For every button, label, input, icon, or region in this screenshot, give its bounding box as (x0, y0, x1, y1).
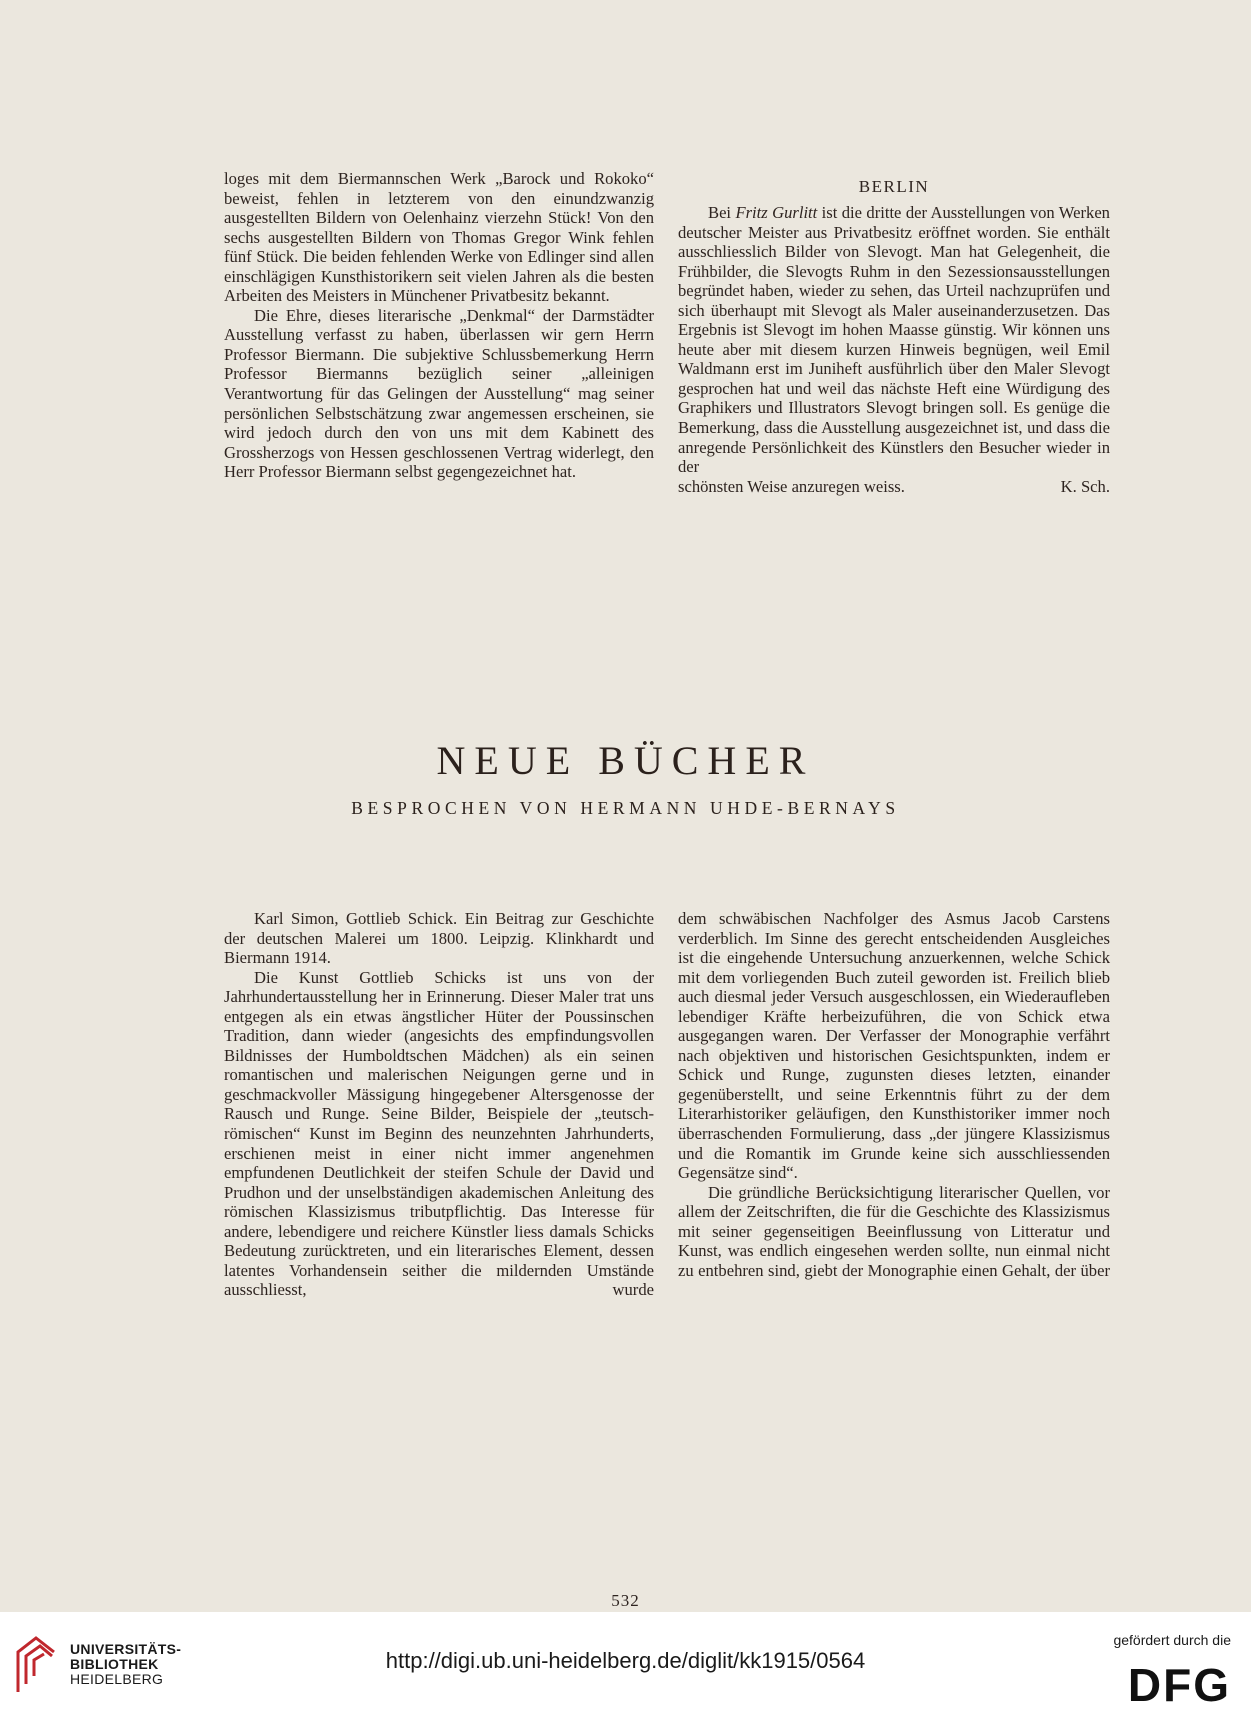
page-number: 532 (611, 1591, 640, 1610)
book-citation: Karl Simon, Gottlieb Schick. Ein Beitrag zur Geschichte der deutschen Malerei um 1800. Leipzig. Klinkhardt und Biermann 1914. (224, 909, 654, 968)
library-line: UNIVERSITÄTS- (70, 1641, 182, 1657)
closing-text: schönsten Weise anzuregen weiss. (678, 476, 905, 496)
berlin-heading: BERLIN (858, 177, 930, 196)
paragraph (678, 203, 1110, 477)
top-right-column (678, 203, 1110, 496)
library-line: HEIDELBERG (70, 1671, 164, 1687)
gallery-name: Fritz Gurlitt (735, 203, 818, 222)
berlin-text: ist die dritte der Ausstellungen von Werken deutscher Meister aus Privatbesitz eröffnet worden. Sie enthält ausschliesslich Bilder von Slevogt. Man hat Gelegenheit, die Frühbilder, die Slevogts Ruhm in den Sezessionsausstellungen begründet haben, wieder zu sehen, das Urteil nachzuprüfen und sich überhaupt mit Slevogt als Maler auseinanderzusetzen. Das Ergebnis ist Slevogt im hohen Maasse günstig. Wir können uns heute aber mit diesem kurzen Hinweis begnügen, weil Emil Waldmann erst im Juniheft ausführlich über den Maler Slevogt gesprochen hat und weil das nächste Heft eine Würdigung des Graphikers und Illustrators Slevogt bringen soll. Es genüge die Bemerkung, dass die Ausstellung ausgezeichnet ist, und dass die anregende Persönlichkeit des Künstlers den Besucher wieder in der (678, 203, 1110, 477)
source-url-link[interactable]: http://digi.ub.uni-heidelberg.de/diglit/kk1915/0564 (385, 1648, 866, 1673)
library-line: BIBLIOTHEK (70, 1656, 159, 1672)
bottom-left-column (224, 909, 654, 1300)
section-title: NEUE BÜCHER (436, 738, 815, 783)
footer-bar (0, 1612, 1251, 1712)
intro-text: Bei (708, 203, 736, 222)
paragraph: Die gründliche Berücksichtigung literarischer Quellen, vor allem der Zeitschriften, die für die Geschichte des Klassizismus mit seiner gegenseitigen Beeinflussung von Litteratur und Kunst, was endlich eingesehen werden sollte, nun einmal nicht zu entbehren sind, giebt der Monographie einen Gehalt, der über (678, 1182, 1110, 1280)
top-left-column (224, 169, 654, 482)
paragraph: dem schwäbischen Nachfolger des Asmus Jacob Carstens verderblich. Im Sinne des gerecht entscheidenden Ausgleiches ist die eingehende Untersuchung anzuerkennen, welche Schick mit dem vorliegenden Buch zuteil geworden ist. Freilich blieb auch diesmal jeder Versuch ausgeschlossen, ein Wiederaufleben lebendiger Kräfte herbeizuführen, die von Schick etwa ausgegangen waren. Der Verfasser der Monographie verfährt nach objektiven und historischen Gesichtspunkten, indem er Schick und Runge, zugunsten dieses letzten, einander gegenüberstellt, und seine Erkenntnis führt zu der dem Literarhistoriker geläufigen, den Kunsthistoriker immer noch überraschenden Formulierung, dass „der jüngere Klassizismus und die Romantik im Grunde keine sich ausschliessenden Gegensätze sind“. (678, 909, 1110, 1183)
dfg-logo: DFG (1127, 1659, 1231, 1711)
section-subtitle: BESPROCHEN VON HERMANN UHDE-BERNAYS (351, 798, 900, 818)
funding-label: gefördert durch die (1113, 1632, 1231, 1648)
paragraph: Die Kunst Gottlieb Schicks ist uns von der Jahrhundertausstellung her in Erinnerung. Dieser Maler trat uns entgegen als ein etwas ängstlicher Hüter der Poussinschen Tradition, dann wieder (angesichts des empfindungsvollen Bildnisses der Humboldtschen Mädchen) als ein seinen romantischen und malerischen Neigungen gerne und in geschmackvoller Mässigung hingegebener Altersgenosse der Rausch und Runge. Seine Bilder, Beispiele der „teutsch-römischen“ Kunst im Beginn des neunzehnten Jahrhunderts, erschienen meist in einer nicht immer angenehmen empfundenen Deutlichkeit der steifen Schule der David und Prudhon und der unselbständigen akademischen Anleitung des römischen Klassizismus tributpflichtig. Das Interesse für andere, lebendigere und reichere Künstler liess damals Schicks Bedeutung zurücktreten, und ein literarisches Element, dessen latentes Vorhandensein seither die mildernden Umstände ausschliesst, wurde (224, 967, 654, 1300)
closing-line (678, 477, 1110, 497)
paragraph: loges mit dem Biermannschen Werk „Barock und Rokoko“ beweist, fehlen in letzterem von den einundzwanzig ausgestellten Bildern von Oelenhainz vierzehn Stück! Von den sechs ausgestellten Bildern von Thomas Gregor Wink fehlen fünf Stück. Die beiden fehlenden Werke von Edlinger sind allen einschlägigen Kunsthistorikern seit vielen Jahren als die besten Arbeiten des Meisters in Münchener Privatbesitz bekannt. (224, 169, 654, 306)
bottom-right-column (678, 909, 1110, 1280)
paragraph: Die Ehre, dieses literarische „Denkmal“ der Darmstädter Ausstellung verfasst zu haben, überlassen wir gern Herrn Professor Biermann. Die subjektive Schlussbemerkung Herrn Professor Biermanns bezüglich seiner „alleinigen Verantwortung für das Gelingen der Ausstellung“ mag seiner persönlichen Selbstschätzung zwar angemessen erscheinen, sie wird jedoch durch den von uns mit dem Kabinett des Grossherzogs von Hessen geschlossenen Vertrag widerlegt, den Herr Professor Biermann selbst gegengezeichnet hat. (224, 305, 654, 482)
author-signature: K. Sch. (1060, 476, 1110, 496)
